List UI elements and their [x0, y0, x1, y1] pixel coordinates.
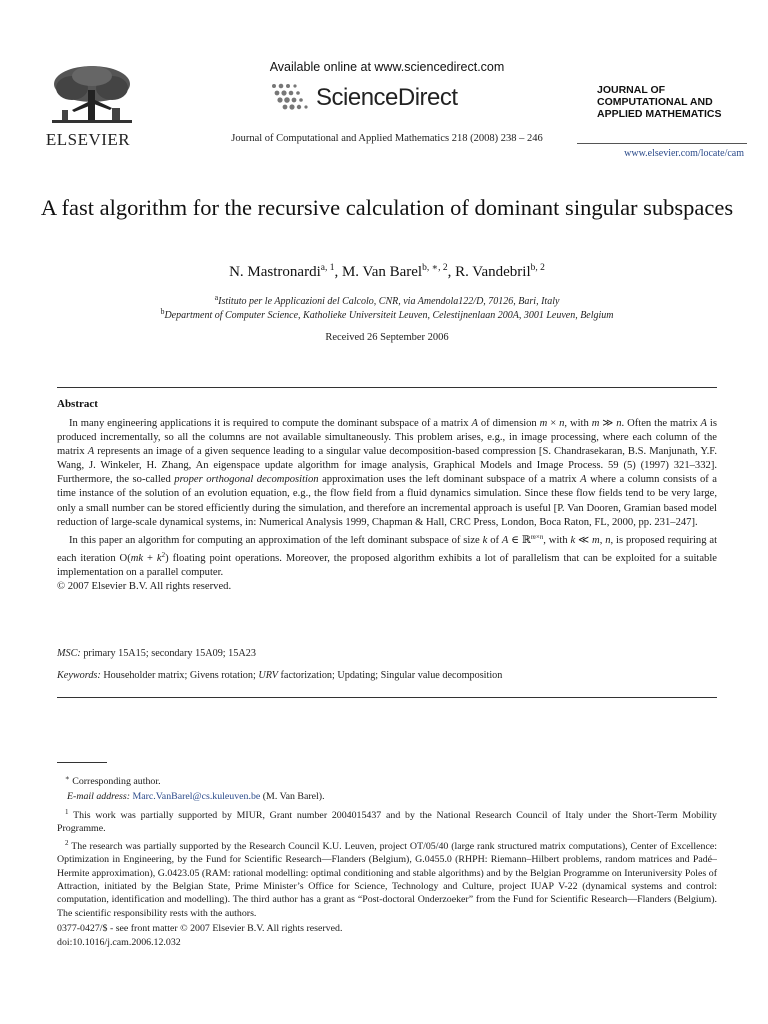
keywords-line [57, 670, 717, 681]
author-name: R. Vandebril [455, 264, 531, 280]
author-separator: , [334, 264, 342, 280]
footnote-mark: ∗ [65, 774, 70, 782]
doi-line[interactable]: doi:10.1016/j.cam.2006.12.032 [57, 937, 181, 948]
keywords-label: Keywords: [57, 670, 101, 681]
available-online-text: Available online at www.sciencedirect.com [269, 60, 505, 74]
sciencedirect-wordmark: ScienceDirect [316, 84, 458, 111]
front-matter-info [57, 922, 342, 950]
email-suffix: (M. Van Barel). [260, 791, 325, 803]
abstract-heading: Abstract [57, 398, 98, 410]
msc-codes: primary 15A15; secondary 15A09; 15A23 [80, 648, 256, 659]
journal-name-line: JOURNAL OF [597, 84, 666, 96]
author-list [40, 262, 734, 281]
copyright-notice: © 2007 Elsevier B.V. All rights reserved. [57, 581, 232, 593]
journal-citation: Journal of Computational and Applied Mathematics 218 (2008) 238 – 246 [231, 133, 543, 144]
issn-line: 0377-0427/$ - see front matter © 2007 Elsevier B.V. All rights reserved. [57, 923, 343, 934]
author-affiliation-mark: b, 2 [530, 263, 545, 273]
footnotes [57, 772, 717, 922]
footnote-2 [57, 837, 717, 920]
keywords-text: Householder matrix; Givens rotation; [100, 670, 259, 681]
author-separator: , [447, 264, 456, 280]
journal-name-line: APPLIED MATHEMATICS [597, 108, 722, 120]
footnote-mark: 2 [65, 839, 69, 848]
abstract-paragraph: In this paper an algorithm for computing an approximation of the left dominant subspace of size k of A ∈ ℝ$^{m\times n}$, with k ≪ m, n, is proposed requiring at each iteration $O(mk + k^2)$ floating point operations. Moreover, the proposed algorithm exhibits a lot of parallelism that can be exploited for a suitable implementation on a parallel computer. [57, 532, 718, 578]
journal-name [597, 84, 721, 120]
abstract-paragraph: In many engineering applications it is required to compute the dominant subspace of a matrix A of dimension m × n, with m ≫ n. Often the matrix A is produced incrementally, so all the columns are not available simultaneously. This problem arises, e.g., in image processing, where each column of the matrix A represents an image of a given sequence leading to a singular value decomposition-based compression [S. Chandrasekaran, B.S. Manjunath, Y.F. Wang, J. Winkeler, H. Zhang, An eigenspace update algorithm for image analysis, Graphical Models and Image Process. 59 (5) (1997) 321–332]. Furthermore, the so-called proper orthogonal decomposition approximation uses the left dominant subspace of a matrix A where a column consists of a time instance of the solution of an evolution equation, e.g., the flow field from a fluid dynamics simulation. Since these flow fields tend to be very large, only a small number can be stored efficiently during the simulation, and therefore an incremental approach is useful [P. Van Dooren, Gramian based model reduction of large-scale dynamical systems, in: Numerical Analysis 1999, Chapman & Hall, CRC Press, London, Boca Raton, FL, 2000, pp. 231–247]. [57, 418, 718, 528]
affiliation-mark: b [160, 307, 165, 316]
email-link[interactable]: Marc.VanBarel@cs.kuleuven.be [132, 791, 261, 803]
section-divider [57, 697, 717, 698]
affiliation-mark: a [214, 293, 219, 302]
section-divider [57, 387, 717, 388]
received-date: Received 26 September 2006 [325, 332, 449, 343]
elsevier-tree-logo [42, 62, 142, 130]
footnote-email [57, 790, 717, 803]
affiliation [40, 307, 734, 321]
footnote-divider [57, 762, 107, 763]
article-title: A fast algorithm for the recursive calculation of dominant singular subspaces [40, 195, 734, 220]
footnote-mark: 1 [65, 807, 69, 816]
footnote-1 [57, 806, 717, 836]
publisher-name: ELSEVIER [45, 130, 131, 149]
author-name: N. Mastronardi [229, 264, 321, 280]
footnote-text: Corresponding author. [72, 776, 161, 787]
affiliation [40, 293, 734, 307]
msc-line [57, 648, 717, 659]
footnote-text: The research was partially supported by the Research Council K.U. Leuven, project OT/05/40 (large rank structured matrix computations), Center of Excellence: Optimization in Engineering, by the Fund for Scientific Research—Flanders (Belgium), G.0455.0 (RHPH: Riemann–Hilbert problems, random matrices and Padé–Hermite approximation), G.0423.05 (RAM: rational modelling: optimal conditioning and stable algorithms) and by the Belgian Programme on Interuniversity Poles of Attraction, initiated by the Belgian State, Prime Minister’s Office for Science, Technology and Culture, project IUAP V-22 (dynamical systems and control: computation, identification and modelling). The third author has a grant as “Post-doctoral Onderzoeker” from the Fund for Scientific Research—Flanders (Belgium). The scientific responsibility rests with the authors. [57, 841, 717, 919]
keywords-text: factorization; Updating; Singular value decomposition [277, 670, 503, 681]
author-affiliation-mark: a, 1 [320, 263, 335, 273]
journal-name-line: COMPUTATIONAL AND [597, 96, 713, 108]
author-affiliation-mark: b, ∗, 2 [422, 263, 448, 273]
sciencedirect-logo-icon [268, 82, 312, 110]
footnote-text: This work was partially supported by MIUR, Grant number 2004015437 and by the National Research Council of Italy under the Short-Term Mobility Programme. [57, 809, 717, 834]
affiliation-text: Department of Computer Science, Katholieke Universiteit Leuven, Celestijnenlaan 200A, 3001 Leuven, Belgium [164, 310, 614, 321]
journal-url-link[interactable]: www.elsevier.com/locate/cam [624, 148, 744, 159]
footnote-corresponding [57, 772, 717, 788]
author-name: M. Van Barel [341, 264, 423, 280]
email-label: E-mail address: [67, 791, 130, 803]
keywords-urv: URV [258, 670, 278, 681]
header-divider [577, 143, 747, 144]
abstract-body [57, 417, 717, 594]
msc-label: MSC: [57, 648, 81, 659]
affiliation-text: Istituto per le Applicazioni del Calcolo, CNR, via Amendola122/D, 70126, Bari, Italy [218, 296, 560, 307]
